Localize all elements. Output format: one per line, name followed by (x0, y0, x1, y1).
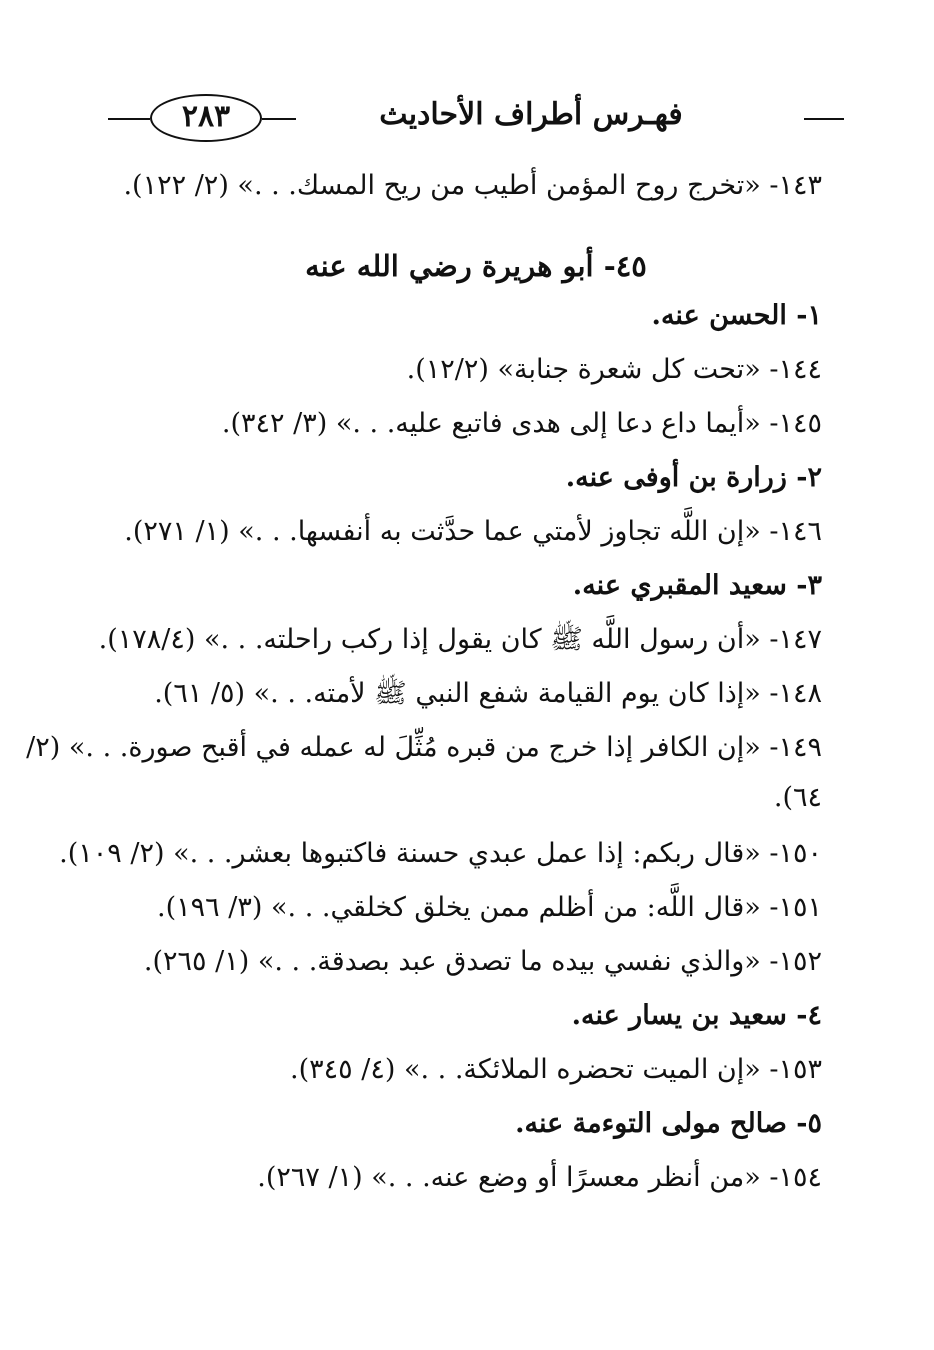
hadith-entry-151: ١٥١- «قال اللَّه: من أظلم ممن يخلق كخلقي. . .» (٣/ ١٩٦). (157, 892, 822, 923)
header-rule-left (108, 118, 150, 120)
narrator-heading-5: ٥- صالح مولى التوءمة عنه. (515, 1108, 822, 1139)
header-rule-middle (262, 118, 296, 120)
section-heading-abu-hurayra: ٤٥- أبو هريرة رضي الله عنه (305, 249, 647, 283)
hadith-entry-154: ١٥٤- «من أنظر معسرًا أو وضع عنه. . .» (١/ ٢٦٧). (257, 1162, 822, 1193)
hadith-entry-149: ١٤٩- «إن الكافر إذا خرج من قبره مُثِّلَ له عمله في أقبح صورة. . .» (٢/ (26, 732, 822, 763)
narrator-heading-2: ٢- زرارة بن أوفى عنه. (565, 462, 822, 493)
narrator-heading-3: ٣- سعيد المقبري عنه. (572, 570, 822, 601)
running-title: فهـرس أطراف الأحاديث (379, 97, 683, 132)
hadith-entry-144: ١٤٤- «تحت كل شعرة جنابة» (١٢/٢). (406, 354, 822, 385)
hadith-entry-148: ١٤٨- «إذا كان يوم القيامة شفع النبي ﷺ لأمته. . .» (٥/ ٦١). (154, 678, 822, 709)
page-header (108, 88, 844, 148)
hadith-entry-153: ١٥٣- «إن الميت تحضره الملائكة. . .» (٤/ ٣٤٥). (290, 1054, 822, 1085)
hadith-entry-150: ١٥٠- «قال ربكم: إذا عمل عبدي حسنة فاكتبوها بعشر. . .» (٢/ ١٠٩). (59, 838, 822, 869)
narrator-heading-1: ١- الحسن عنه. (651, 300, 822, 331)
hadith-entry-143: ١٤٣- «تخرج روح المؤمن أطيب من ريح المسك. . .» (٢/ ١٢٢). (123, 170, 822, 201)
narrator-heading-4: ٤- سعيد بن يسار عنه. (571, 1000, 822, 1031)
hadith-entry-152: ١٥٢- «والذي نفسي بيده ما تصدق عبد بصدقة. . .» (١/ ٢٦٥). (143, 946, 822, 977)
hadith-entry-147: ١٤٧- «أن رسول اللَّه ﷺ كان يقول إذا ركب راحلته. . .» (١٧٨/٤). (98, 624, 822, 655)
header-rule-right (804, 118, 844, 120)
hadith-entry-145: ١٤٥- «أيما داع دعا إلى هدى فاتبع عليه. . .» (٣/ ٣٤٢). (221, 408, 822, 439)
hadith-entry-146: ١٤٦- «إن اللَّه تجاوز لأمتي عما حدَّثت به أنفسها. . .» (١/ ٢٧١). (124, 516, 822, 547)
page-number: ٢٨٣ (150, 94, 262, 142)
hadith-entry-149-continued: ٦٤). (773, 782, 822, 813)
